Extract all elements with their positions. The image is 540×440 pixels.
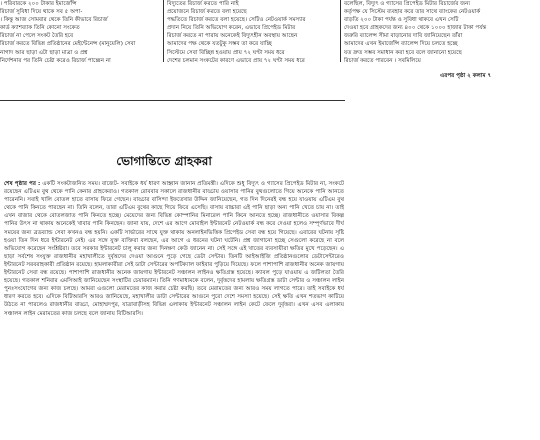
top-col-3	[344, 0, 540, 62]
top-col-3-line: রিচার্জ করতে পারবেন । সবমিলিয়ে	[344, 57, 421, 62]
top-col-1-line: কার্ড ক্যাশব্যাক তিনি কোনো সংকেত	[0, 25, 80, 32]
top-col-3-line: কর্তৃপক্ষ যে সিস্টেম ব্যবহার করে তার সাথে ব্যাংকের নেটওয়ার্ক	[344, 9, 481, 16]
top-col-2-line: রিচার্জ করতে না পারায় অনেকেই বিদ্যুৎহীন অবস্থায় আছেন	[167, 33, 298, 40]
top-col-3-line: দেওয়া হবে গ্রাহকদের জন্য ৪০০ থেকে ১০০০ হাজার টাকা পর্যন্ত	[344, 25, 487, 32]
top-col-3-line: জরুরি ব্যালেন্স সীমা বাড়ানোর দাবি জানিয়েছেন তাঁরা	[344, 33, 463, 40]
article-text: একটি সংকটাজনিত সময়। বাজেট- সবাইকে ধর্য ধারণ আহ্বান জানান প্রতিমন্ত্রী। এদিকে শুধু বিদ্যুৎ ও গ্যাসের প্রিপেইড মিটার না, সংকটে রয়েছেন এটিএম বুথ থেকে পানি কেনার গ্রাহকেরাও। গতকাল রোববার সকালে রাজধানীর বাড্ডায় ওয়াসার পানির বুথগুলোতে গিয়ে অনেকে পানি আনতে পারেননি। সবাই খালি বোতল হাতে বাসায় ফিরে গেছেন। বাড্ডার বাসিন্দা ইফতেখার উদ্দিন জানিয়েছেন, গত দিন দিনেরই বন্ধ হয়ে যাওয়ায় এটিএম বুথ থেকে পানি কিনতে পারছেন না। তিনি বলেন, তারা এটিএম বুথের কাছে গিয়ে ফিরে এসেছি। বাসায় বাচ্চারা এই পানি ছাড়া অন্য পানি খেতে চায় না। তাই এখন বাজার থেকে বোতলজাত পানি কিনতে হচ্ছে। মেয়েদের জন্য বিভিন্ন কোম্পানির মিনারেল পানি কিনে আনতে হচ্ছে। রাজধানীতে ওয়াসার বিকল্প পানির উৎস না থাকায় অনেকেই খাবার পানি কিনছেন। জানা যায়, দেশে এর আগে মোবাইল ইন্টারনেট নেটওয়ার্ক বন্ধ করে দেওয়া হলেও সম্পূর্ণভাবে দীর্ঘ সময়ের জন্য ব্রডব্যান্ড সেবা কখনও বন্ধ হয়নি। একটি সার্ভারের সাথে যুক্ত থাকায় অনলাইনভিত্তিক প্রিপেইড সেবা বন্ধ হয়ে গিয়েছে। এবারের ঘটনায় সৃষ্টি হওয়া তিন দিন ধরে ইন্টারনেট নেই। এর সঙ্গে যুক্ত ব্যক্তিরা বলছেন, এর আগে এ ধরনের ঘটনা ঘটেনি। প্রশ্ন জাগানো হচ্ছে সেগুলো করেছে না বলে অভিযোগ করেছেন সংশ্লিষ্টরা। তবে সরকার ইন্টারনেট চালু করার জন্য দিনক্ষণ কেউ জানেন না। সেই সঙ্গে এই খাতের ব্যবসায়ীরা ক্ষতির মুখে পড়েছেন। এ ছাড়া সর্বশেষ সংযুক্ত রাজধানীর মহাখালীতে দুর্বৃত্তদের দেওয়া আগুনে পুড়ে গেছে ডেটা সেন্টার। তিনটি আইআইজি প্রতিষ্ঠানগুলোর ডেটাসেন্টারেও ইন্টারনেট সরবরাহকারী প্রতিষ্ঠান রয়েছে। হামলাকারীরা সেই ডাটা সেন্টারের অপটিক্যাল ফাইবার পুড়িয়ে দিয়েছে। ফলে পাশাপাশি রাজধানীর অনেক জায়গায় ইন্টারনেট সেবা বন্ধ রয়েছে। পাশাপাশি রাজধানীর অনেক জায়গায় ইন্টারনেট সঞ্চালন লাইনও ক্ষতিগ্রস্ত হয়েছে। ক্যাবল পুড়ে যাওয়ায় এ জটিলতা তৈরি হয়েছে। গতকাল শনিবার এমসিআই জানিয়েছেন সংস্থাটির চেয়ারম্যান। তিনি গণমাধ্যমকে বলেন, দুর্বৃত্তদের হামলায় ক্ষতিগ্রস্ত ডাটা সেন্টার ও সঞ্চালন লাইন পুনঃসংযোগের জন্য কাজ চলছে। আমরা এগুলো মেরামতের কাজ করার চেষ্টা করছি। তবে মেরামতের জন্য আরও সময় লাগতে পারে। তাই সবাইকে ধর্য ধারণ করতে হবে। এদিকে বিটিআরসি আরও জানিয়েছে, মহাখালীর ডাটা সেন্টারের আগুনে পুরো দেশে সমস্যা হয়েছে। সেই ক্ষতি এখন শতভাগ কাটিয়ে উঠতে না পারলেও রাজধানীর বাড্ডা, মোহাম্মদপুর, যাত্রাবাড়ীসহ বিভিন্ন এলাকায় ইন্টারনেট সঞ্চালন লাইন কেটে ফেলে দুর্বৃত্তরা। এখন এসব এলাকায় সঞ্চালন লাইন মেরামতের কাজ চলছে বলে জানায় বিটিআরসি।	[4, 181, 344, 317]
jump-line: এরপর পৃষ্ঠা ২ কলাম ৭	[440, 73, 492, 79]
top-col-3-line: বাড়তি ২০০ টাকা পর্যন্ত ও সুবিধা থাকবে এখন সেটি	[344, 17, 459, 24]
top-col-2-line: সিস্টেমে সেবা বিচ্ছিন্ন হওয়ায় প্রায় ৭২ ঘণ্টা সময় ধরে	[167, 49, 285, 56]
top-col-1-line: রিচার্জ না পেলে সংকট তৈরি হবে	[0, 33, 74, 40]
top-col-1-line: রিচার্জ সুবিধা দিয়ে থাকে সব ৫ অপা-	[0, 9, 83, 16]
article-headline: ভোগান্তিতে গ্রাহকরা	[116, 154, 212, 168]
article-body	[4, 180, 344, 440]
top-col-2-line: আমাদের পক্ষ থেকে যতটুকু সম্ভব তা করে যাচ্ছি	[167, 41, 272, 48]
top-col-2-line: বিদ্যুতের রিচার্জ করতে পারি নাই	[167, 1, 239, 7]
article-lead: শেষ পৃষ্ঠার পর :	[4, 181, 41, 187]
column-rule	[340, 0, 341, 62]
top-col-1-line: রিচার্জ করতে বিভিন্ন প্রতিষ্ঠানের মেইন্টেনেন্স (মানুয়েলি) সেবা	[0, 41, 136, 48]
top-col-3-line: যত দ্রুত সম্ভব সমাধান করা হবে বলে জানানো হয়েছে	[344, 49, 462, 56]
top-col-1-line: নাগাদ আর ছাড়া এটা ছাড়া মাত্রা ও প্রশ্ন	[0, 49, 88, 56]
top-col-1-line: নির্দেশনার পর তিনি চেষ্টা করেও রিচার্জ পাচ্ছেন না	[0, 57, 111, 62]
top-col-2	[167, 0, 337, 62]
section-divider	[0, 100, 345, 101]
top-col-1-line: । পরিবারকে ২০০ টাকার ইমার্জেন্সি	[0, 1, 77, 7]
top-col-1-line: । কিন্তু আজ সোমবার থেকে তিনি কীভাবে রিচার্জ	[0, 17, 108, 24]
top-col-2-line: প্রদান নিয়ে তিনি অভিযোগ করেন, এভাবে প্রিপেইড মিটার	[167, 25, 296, 32]
column-rule	[163, 0, 164, 62]
top-col-2-line: পদ্ধতিতে রিচার্জ করতে বলা হয়েছে। সেটিও নেটওয়ার্ক সমস্যার	[167, 17, 306, 24]
top-col-1	[0, 0, 160, 62]
top-col-3-line: বলেছিল, বিদ্যুৎ ও গ্যাসের প্রিপেইড মিটার রিচার্জের জন্য	[344, 1, 471, 7]
top-col-3-line: আমাদের এখন ইমার্জেন্সি ব্যালেন্স দিয়ে চলতে হচ্ছে	[344, 41, 458, 48]
top-col-2-line: দেশের চলমান সংকটের কারণে এভাবে প্রায় ৭২ ঘণ্টা সময় ধরে	[167, 57, 305, 62]
top-col-2-line: প্রয়োজনে রিচার্জ করতে বলা হয়েছে	[167, 9, 247, 16]
